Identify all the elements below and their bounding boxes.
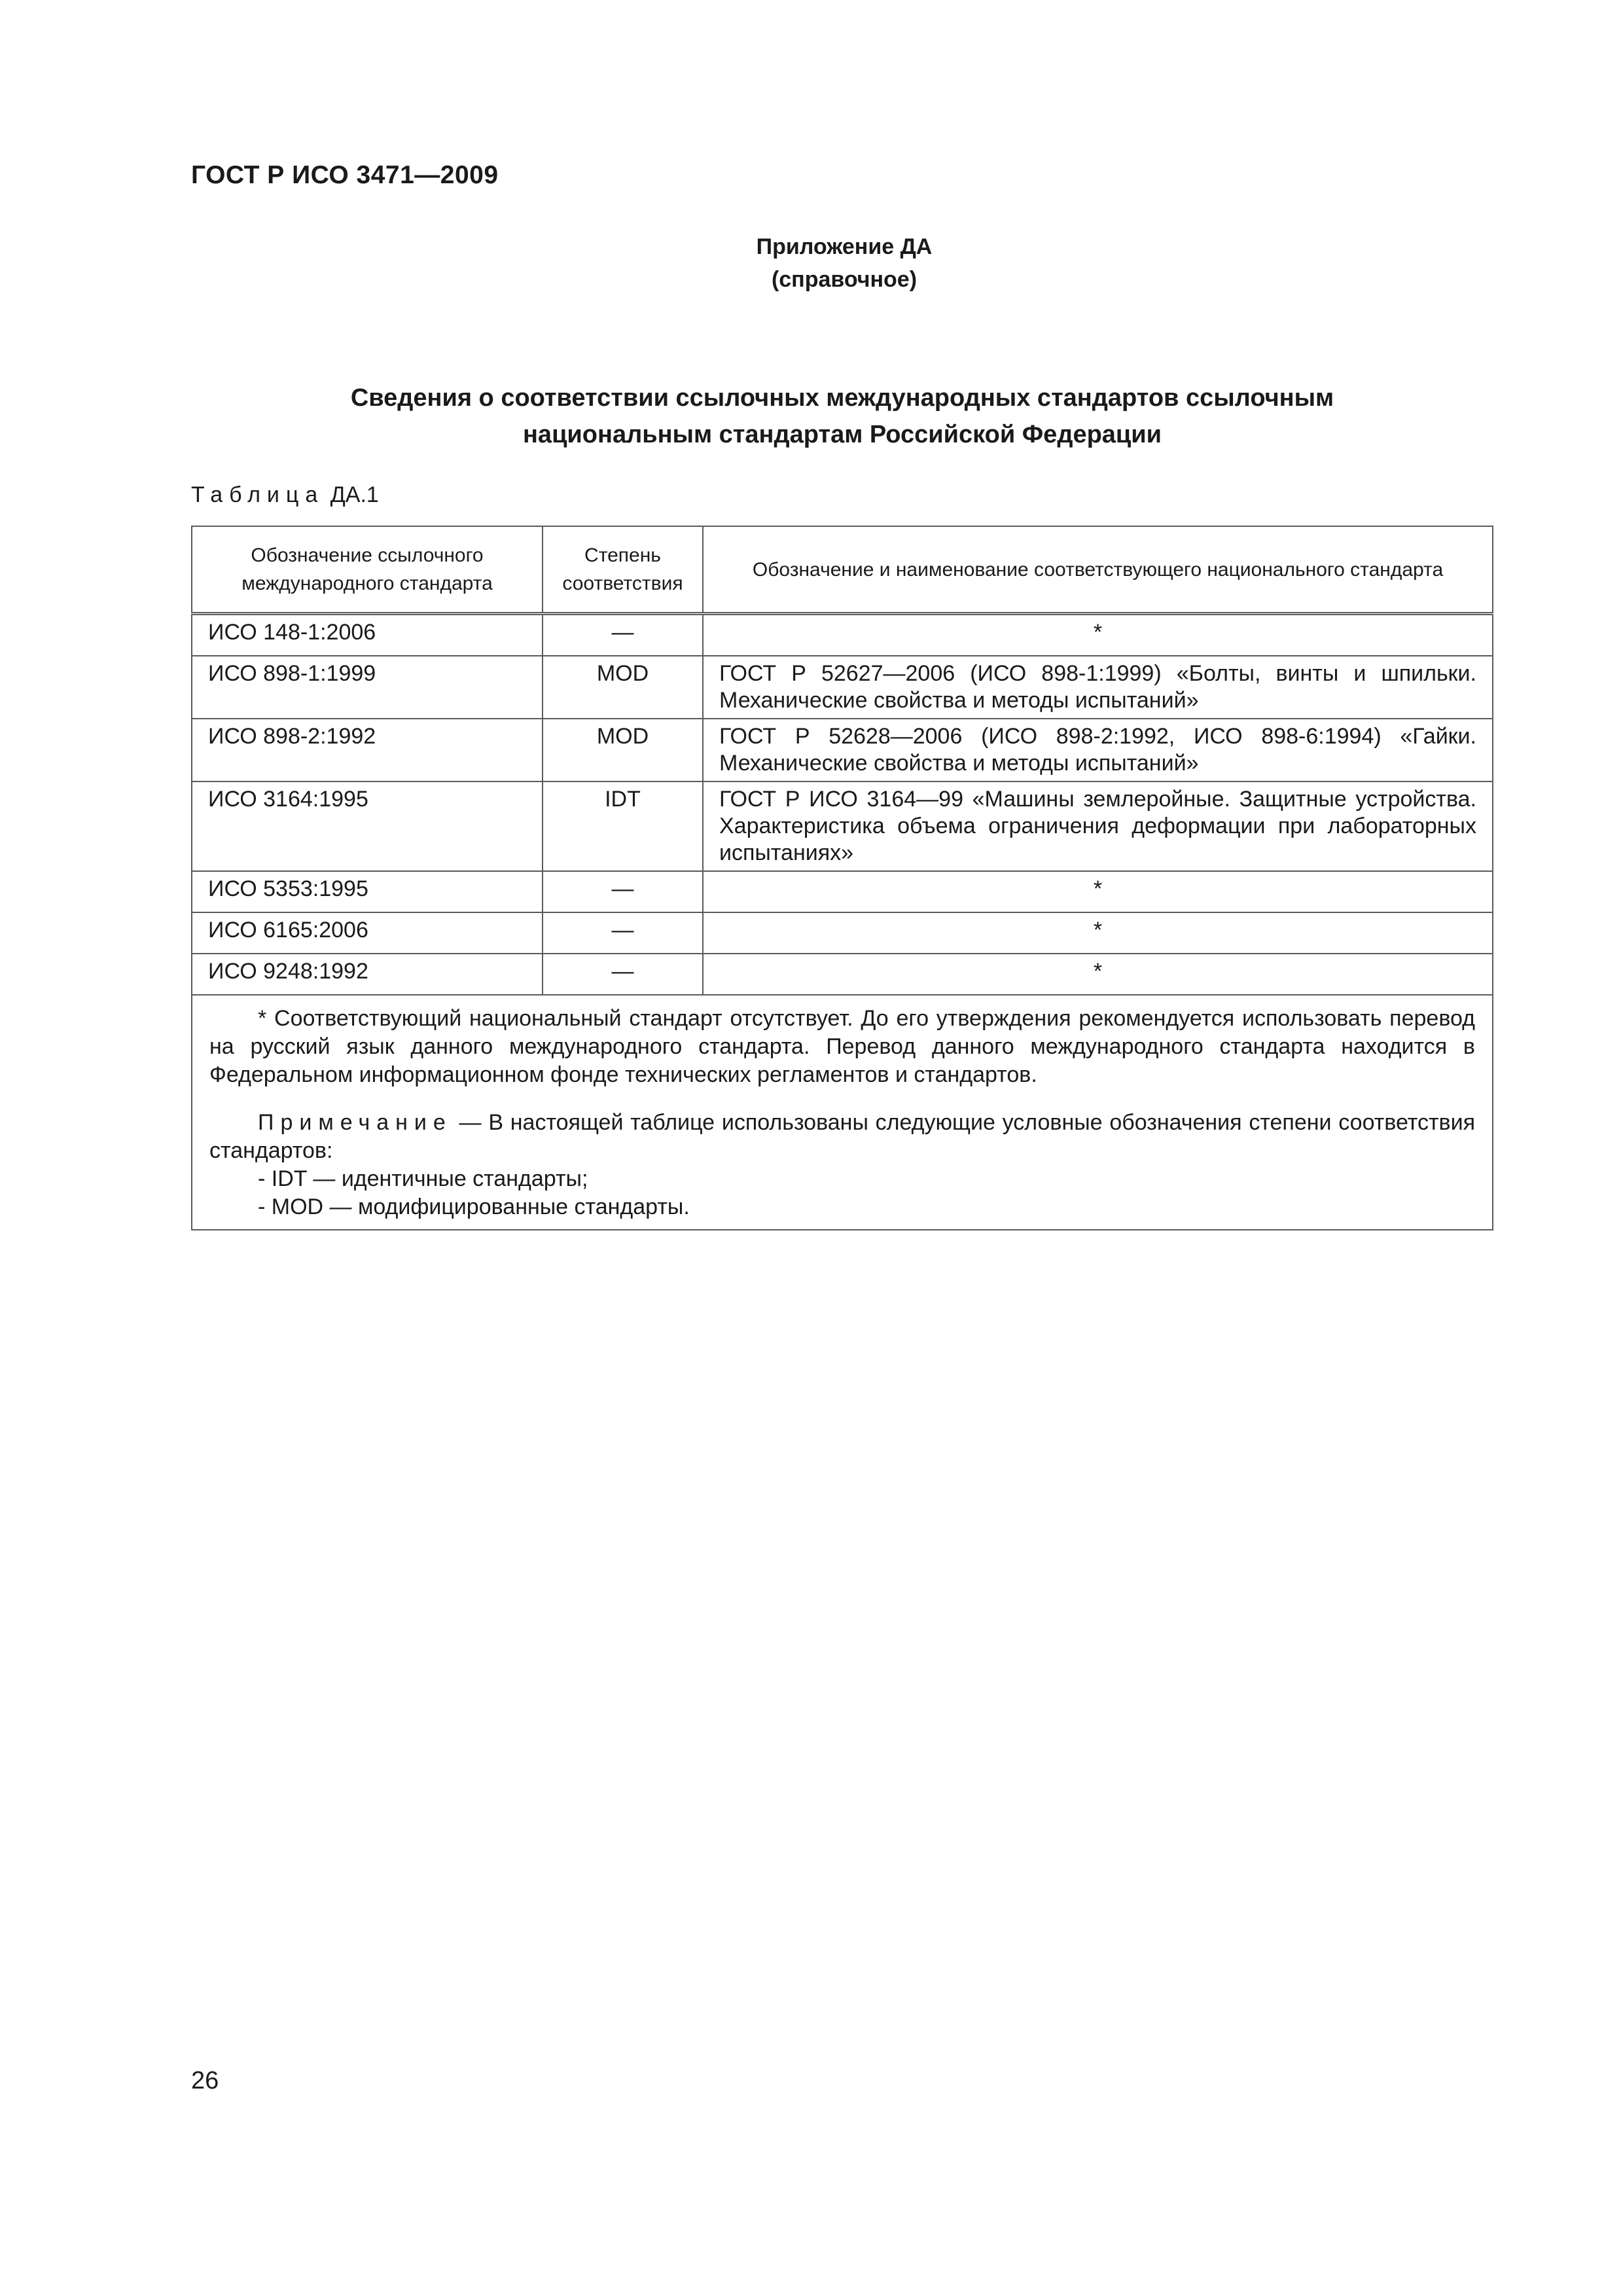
cell-national-standard: ГОСТ Р 52628—2006 (ИСО 898-2:1992, ИСО 898-6:1994) «Гайки. Механические свойства и методы испытаний»: [703, 719, 1493, 781]
table-footer-row: [192, 995, 1493, 1230]
table-row: [192, 781, 1493, 871]
header-national-standard: Обозначение и наименование соответствующего национального стандарта: [703, 526, 1493, 614]
table-footer-cell: [192, 995, 1493, 1230]
table-row: [192, 656, 1493, 719]
cell-international-standard: ИСО 148-1:2006: [192, 614, 543, 656]
table-row: [192, 912, 1493, 954]
note-label: Примечание: [258, 1110, 452, 1135]
table-row: [192, 719, 1493, 781]
cell-degree: —: [543, 614, 703, 656]
correspondence-table: [191, 526, 1493, 1230]
annex-title: Приложение ДА: [756, 234, 933, 259]
cell-degree: MOD: [543, 719, 703, 781]
header-international-standard: Обозначение ссылочного международного стандарта: [192, 526, 543, 614]
table-caption: [191, 482, 379, 508]
footnote: * Соответствующий национальный стандарт отсутствует. До его утверждения рекомендуется использовать перевод на русский язык данного международного стандарта. Перевод данного международного стандарта находится в Федеральном информационном фонде технических регламентов и стандартов.: [209, 1006, 1475, 1087]
section-title-line-2: национальным стандартам Российской Федерации: [522, 421, 1162, 448]
note-item-idt: - IDT — идентичные стандарты;: [258, 1166, 588, 1191]
table-row: [192, 871, 1493, 912]
cell-international-standard: ИСО 3164:1995: [192, 781, 543, 871]
annex-type: (справочное): [771, 267, 918, 292]
page-number: 26: [191, 2067, 219, 2094]
cell-international-standard: ИСО 5353:1995: [192, 871, 543, 912]
annex-heading: [681, 230, 1008, 296]
cell-degree: MOD: [543, 656, 703, 719]
table-header-row: [192, 526, 1493, 614]
cell-degree: —: [543, 912, 703, 954]
table-caption-word: Таблица: [191, 482, 325, 507]
cell-international-standard: ИСО 898-1:1999: [192, 656, 543, 719]
note-text: — В настоящей таблице использованы следующие условные обозначения степени соответствия стандартов:: [209, 1110, 1475, 1163]
note-item-mod: - MOD — модифицированные стандарты.: [258, 1194, 690, 1219]
table-row: [192, 954, 1493, 995]
cell-national-standard: ГОСТ Р 52627—2006 (ИСО 898-1:1999) «Болты, винты и шпильки. Механические свойства и методы испытаний»: [703, 656, 1493, 719]
section-title: [191, 380, 1493, 453]
cell-international-standard: ИСО 898-2:1992: [192, 719, 543, 781]
table-row: [192, 614, 1493, 656]
header-degree-of-correspondence: Степень соответствия: [543, 526, 703, 614]
cell-international-standard: ИСО 9248:1992: [192, 954, 543, 995]
section-title-line-1: Сведения о соответствии ссылочных международных стандартов ссылочным: [350, 384, 1334, 412]
cell-national-standard: *: [703, 954, 1493, 995]
cell-degree: IDT: [543, 781, 703, 871]
cell-national-standard: *: [703, 614, 1493, 656]
cell-national-standard: *: [703, 871, 1493, 912]
note: [209, 1109, 1475, 1165]
cell-national-standard: *: [703, 912, 1493, 954]
cell-degree: —: [543, 871, 703, 912]
cell-national-standard: ГОСТ Р ИСО 3164—99 «Машины землеройные. Защитные устройства. Характеристика объема ограничения деформации при лабораторных испытаниях»: [703, 781, 1493, 871]
document-code-header: ГОСТ Р ИСО 3471—2009: [191, 161, 499, 189]
table-caption-number: ДА.1: [330, 482, 379, 507]
cell-degree: —: [543, 954, 703, 995]
cell-international-standard: ИСО 6165:2006: [192, 912, 543, 954]
